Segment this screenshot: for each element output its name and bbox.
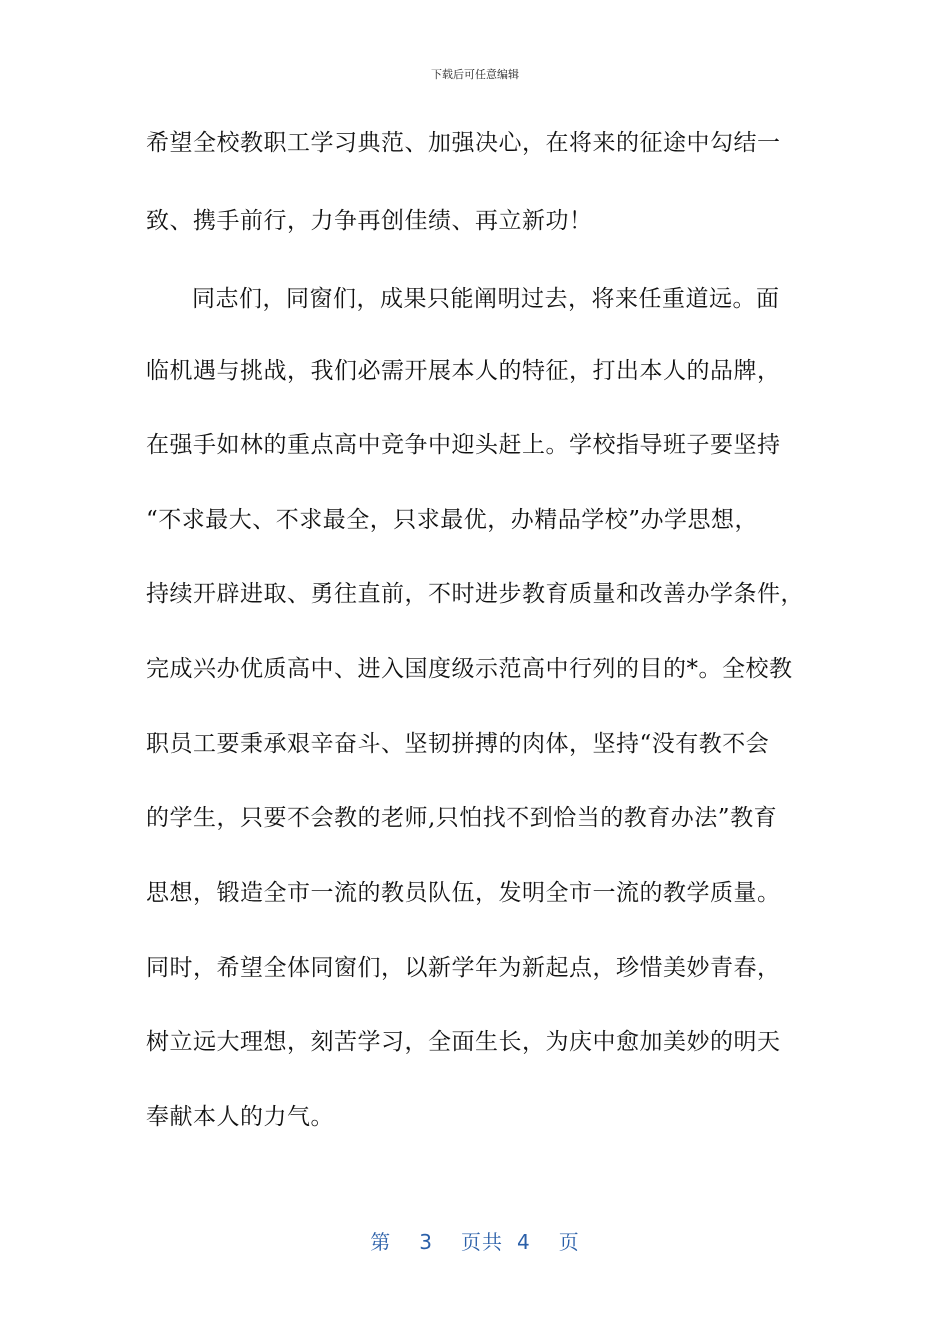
body-line-5: 在强手如林的重点高中竞争中迎头赶上。学校指导班子要坚持 [146, 432, 781, 458]
body-line-13: 树立远大理想，刻苦学习，全面生长，为庆中愈加美妙的明天 [146, 1029, 781, 1055]
body-line-3: 同志们，同窗们，成果只能阐明过去，将来任重道远。面 [192, 286, 780, 312]
body-line-4: 临机遇与挑战，我们必需开展本人的特征，打出本人的品牌， [146, 358, 781, 384]
footer-current-page: 3 [419, 1230, 433, 1254]
body-line-12: 同时，希望全体同窗们，以新学年为新起点，珍惜美妙青春， [146, 955, 781, 981]
page-footer [0, 1226, 950, 1255]
body-line-2: 致、携手前行，力争再创佳绩、再立新功！ [146, 208, 593, 234]
body-line-7: 持续开辟进取、勇往直前，不时进步教育质量和改善办学条件， [146, 581, 804, 607]
body-line-1: 希望全校教职工学习典范、加强决心，在将来的征途中勾结一 [146, 130, 781, 156]
body-line-10: 的学生，只要不会教的老师,只怕找不到恰当的教育办法”教育 [146, 805, 778, 831]
body-line-9: 职员工要秉承艰辛奋斗、坚韧拼搏的肉体，坚持“没有教不会 [146, 731, 770, 757]
body-line-6: “不求最大、不求最全，只求最优，办精品学校”办学思想， [146, 507, 759, 533]
page-header: 下载后可任意编辑 [431, 68, 519, 81]
footer-total-pages: 4 [517, 1230, 531, 1254]
body-line-8: 完成兴办优质高中、进入国度级示范高中行列的目的*。全校教 [146, 656, 793, 682]
footer-prefix: 第 [370, 1230, 392, 1254]
footer-middle: 页共 [461, 1230, 503, 1254]
body-line-11: 思想，锻造全市一流的教员队伍，发明全市一流的教学质量。 [146, 880, 781, 906]
footer-suffix: 页 [558, 1230, 580, 1254]
body-line-14: 奉献本人的力气。 [146, 1104, 334, 1130]
